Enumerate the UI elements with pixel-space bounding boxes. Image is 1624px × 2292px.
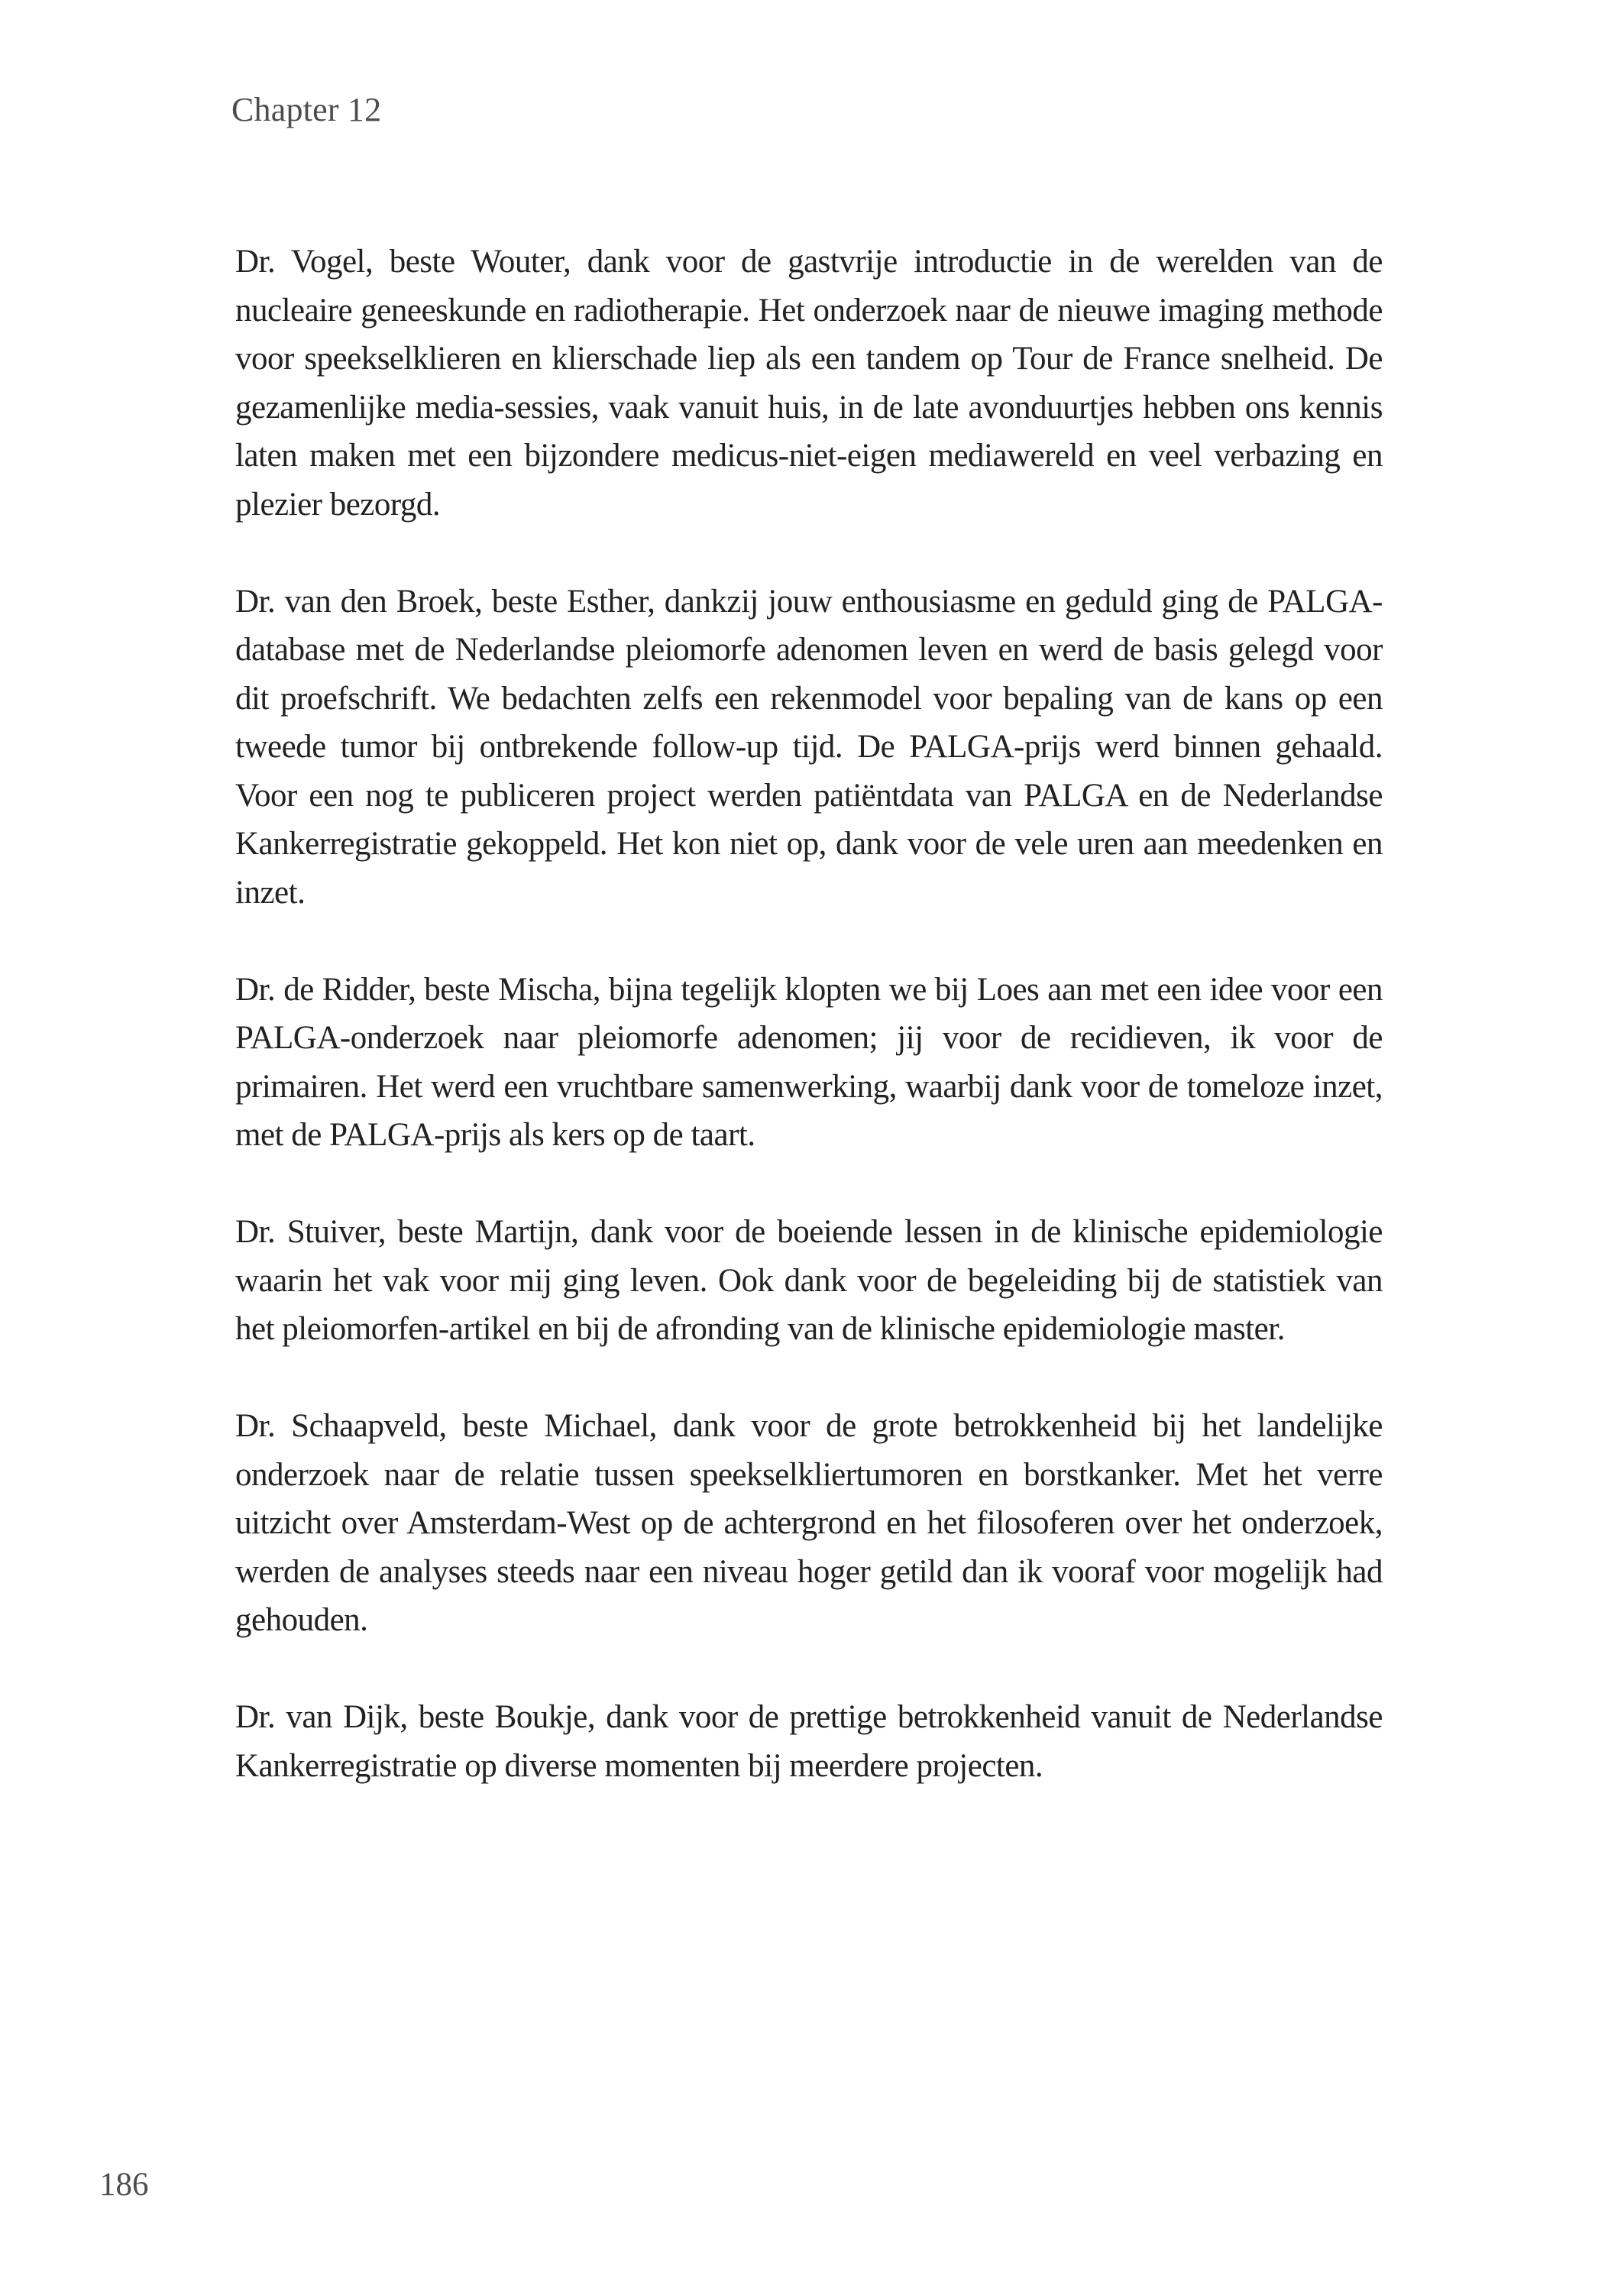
body-text <box>235 238 1383 1790</box>
paragraph-dr-van-dijk: Dr. van Dijk, beste Boukje, dank voor de prettige betrokkenheid vanuit de Nederlandse Kankerregistratie op diverse momenten bij meerdere projecten. <box>235 1699 1383 1784</box>
paragraph-dr-de-ridder: Dr. de Ridder, beste Mischa, bijna tegelijk klopten we bij Loes aan met een idee voor een PALGA-onderzoek naar pleiomorfe adenomen; jij voor de recidieven, ik voor de primairen. Het werd een vruchtbare samenwerking, waarbij dank voor de tomeloze inzet, met de PALGA-prijs als kers op de taart. <box>235 971 1383 1153</box>
paragraph-dr-vogel: Dr. Vogel, beste Wouter, dank voor de gastvrije introductie in de werelden van de nucleaire geneeskunde en radiotherapie. Het onderzoek naar de nieuwe imaging methode voor speekselklieren en klierschade liep als een tandem op Tour de France snelheid. De gezamenlijke media-sessies, vaak vanuit huis, in de late avonduurtjes hebben ons kennis laten maken met een bijzondere medicus-niet-eigen mediawereld en veel verbazing en plezier bezorgd. <box>235 244 1383 523</box>
paragraph-dr-schaapveld: Dr. Schaapveld, beste Michael, dank voor de grote betrokkenheid bij het landelijke onderzoek naar de relatie tussen speekselkliertumoren en borstkanker. Met het verre uitzicht over Amsterdam-West op de achtergrond en het filosoferen over het onderzoek, werden de analyses steeds naar een niveau hoger getild dan ik vooraf voor mogelijk had gehouden. <box>235 1408 1383 1638</box>
paragraph-dr-van-den-broek: Dr. van den Broek, beste Esther, dankzij jouw enthousiasme en geduld ging de PALGA-database met de Nederlandse pleiomorfe adenomen leven en werd de basis gelegd voor dit proefschrift. We bedachten zelfs een rekenmodel voor bepaling van de kans op een tweede tumor bij ontbrekende follow-up tijd. De PALGA-prijs werd binnen gehaald. Voor een nog te publiceren project werden patiëntdata van PALGA en de Nederlandse Kankerregistratie gekoppeld. Het kon niet op, dank voor de vele uren aan meedenken en inzet. <box>235 583 1383 911</box>
chapter-running-head: Chapter 12 <box>231 91 382 128</box>
page-number: 186 <box>99 2167 149 2203</box>
paragraph-dr-stuiver: Dr. Stuiver, beste Martijn, dank voor de boeiende lessen in de klinische epidemiologie waarin het vak voor mij ging leven. Ook dank voor de begeleiding bij de statistiek van het pleiomorfen-artikel en bij de afronding van de klinische epidemiologie master. <box>235 1214 1383 1347</box>
